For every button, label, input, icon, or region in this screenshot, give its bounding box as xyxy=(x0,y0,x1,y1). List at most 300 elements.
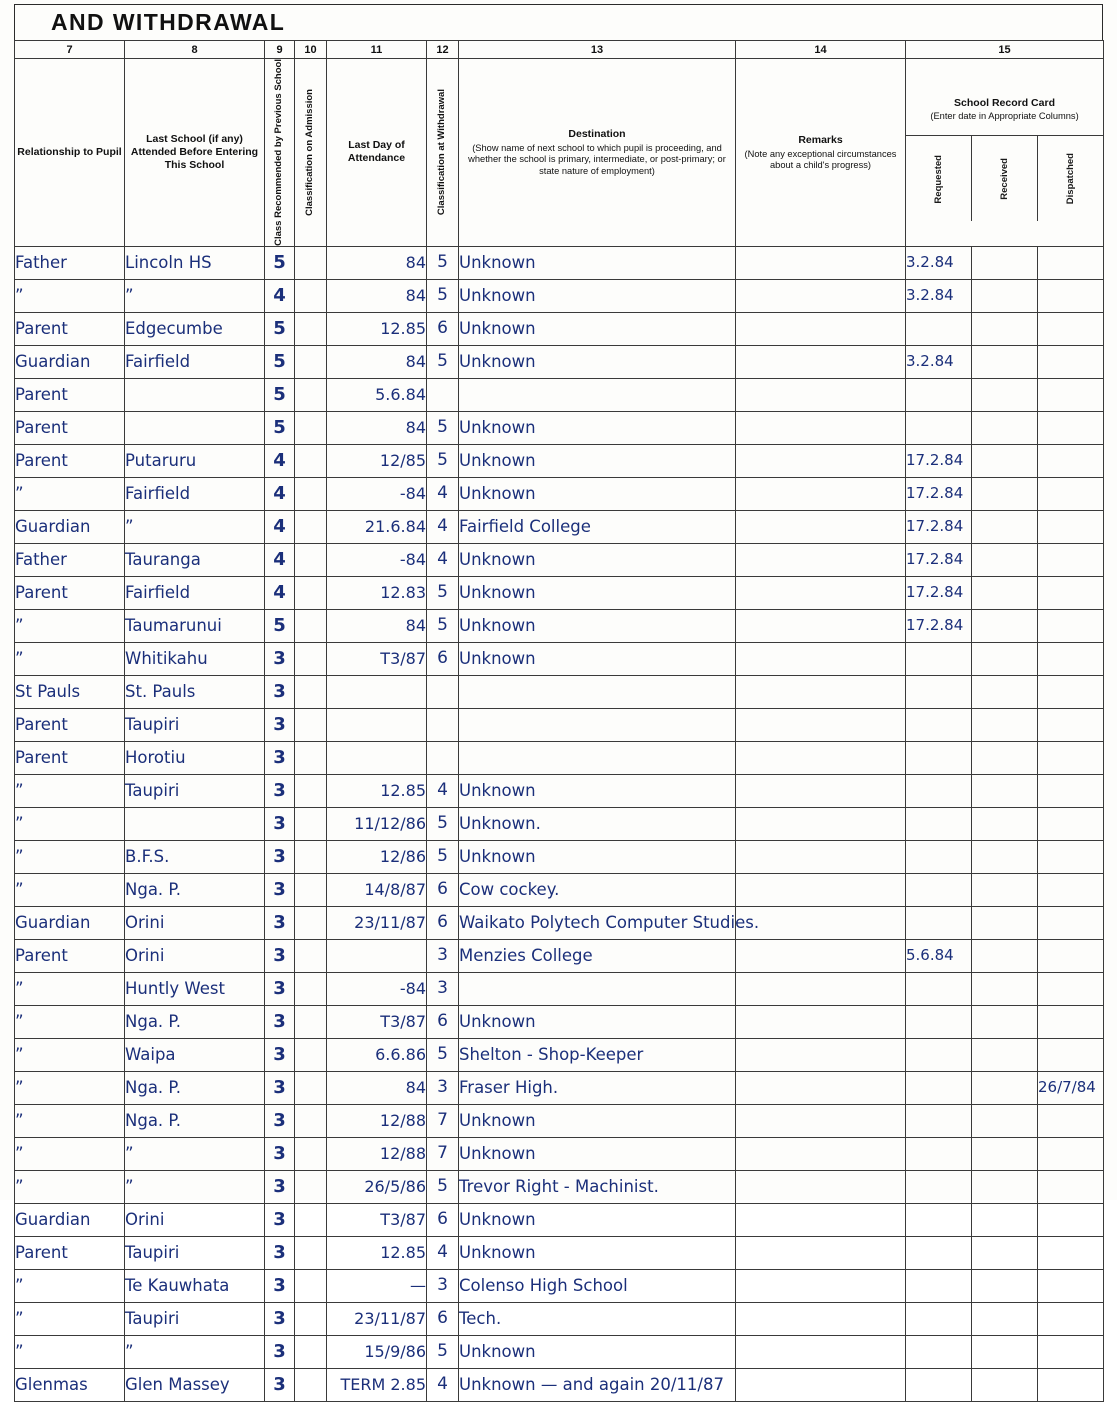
cell-last-day-attendance-value: 12.85 xyxy=(380,1242,426,1262)
table-row xyxy=(15,675,1104,708)
cell-destination-value: Unknown xyxy=(459,417,536,437)
cell-last-school-value: Waipa xyxy=(125,1044,176,1064)
cell-classification-withdrawal-value: 4 xyxy=(437,1242,448,1263)
cell-remarks xyxy=(736,774,906,807)
cell-card-requested xyxy=(906,246,972,279)
cell-relationship xyxy=(15,477,125,510)
cell-destination-value: Unknown xyxy=(459,450,536,470)
cell-last-day-attendance-value: 84 xyxy=(405,1077,426,1097)
cell-last-day-attendance-value: 14/8/87 xyxy=(364,879,426,899)
cell-destination xyxy=(459,378,736,411)
cell-card-dispatched xyxy=(1038,1368,1104,1401)
cell-destination-value: Fraser High. xyxy=(459,1077,559,1097)
cell-relationship-value: ” xyxy=(15,813,24,833)
cell-remarks xyxy=(736,1137,906,1170)
table-row xyxy=(15,444,1104,477)
cell-classification-withdrawal xyxy=(427,708,459,741)
cell-remarks xyxy=(736,1335,906,1368)
cell-relationship xyxy=(15,543,125,576)
cell-last-day-attendance xyxy=(327,939,427,972)
cell-class-recommended-value: 3 xyxy=(273,1109,286,1131)
cell-card-received xyxy=(972,477,1038,510)
cell-class-recommended xyxy=(265,642,295,675)
cell-class-recommended-value: 3 xyxy=(273,944,286,966)
cell-relationship-value: ” xyxy=(15,780,24,800)
cell-class-recommended xyxy=(265,345,295,378)
cell-classification-withdrawal-value: 3 xyxy=(437,978,448,999)
cell-relationship-value: Guardian xyxy=(15,912,91,932)
cell-relationship-value: ” xyxy=(15,879,24,899)
cell-last-school-value: Fairfield xyxy=(125,582,191,602)
cell-last-school-value: ” xyxy=(125,285,134,305)
cell-classification-admission xyxy=(295,1368,327,1401)
cell-destination xyxy=(459,576,736,609)
table-row xyxy=(15,642,1104,675)
cell-destination-value: Menzies College xyxy=(459,945,593,965)
cell-classification-withdrawal xyxy=(427,1203,459,1236)
cell-class-recommended-value: 3 xyxy=(273,1010,286,1032)
table-row xyxy=(15,873,1104,906)
cell-relationship xyxy=(15,1269,125,1302)
cell-classification-admission xyxy=(295,840,327,873)
cell-last-day-attendance-value: 12.83 xyxy=(380,582,426,602)
colnum-15: 15 xyxy=(906,41,1104,59)
cell-remarks xyxy=(736,675,906,708)
cell-classification-admission xyxy=(295,1335,327,1368)
cell-class-recommended xyxy=(265,444,295,477)
cell-card-received xyxy=(972,1368,1038,1401)
table-row xyxy=(15,510,1104,543)
cell-relationship xyxy=(15,1236,125,1269)
cell-last-day-attendance-value: 84 xyxy=(405,615,426,635)
cell-destination xyxy=(459,972,736,1005)
cell-destination xyxy=(459,906,760,939)
cell-last-school-value: Putaruru xyxy=(125,450,197,470)
cell-last-school-value: Nga. P. xyxy=(125,879,182,899)
cell-last-school xyxy=(125,279,265,312)
cell-relationship-value: Parent xyxy=(15,1242,68,1262)
cell-card-received xyxy=(972,345,1038,378)
table-row xyxy=(15,939,1104,972)
cell-relationship-value: ” xyxy=(15,1110,24,1130)
cell-last-school-value: Lincoln HS xyxy=(125,252,212,272)
cell-class-recommended-value: 4 xyxy=(273,581,286,603)
cell-destination-value: Trevor Right - Machinist. xyxy=(459,1176,659,1196)
cell-relationship xyxy=(15,1038,125,1071)
cell-card-dispatched xyxy=(1038,741,1104,774)
cell-classification-withdrawal xyxy=(427,246,459,279)
cell-remarks xyxy=(736,741,906,774)
cell-relationship-value: Guardian xyxy=(15,351,91,371)
cell-classification-admission xyxy=(295,1269,327,1302)
cell-last-school xyxy=(125,246,265,279)
cell-relationship xyxy=(15,675,125,708)
table-row xyxy=(15,1005,1104,1038)
cell-classification-withdrawal-value: 5 xyxy=(437,417,448,438)
cell-classification-admission xyxy=(295,939,327,972)
cell-relationship-value: ” xyxy=(15,285,24,305)
header-relationship: Relationship to Pupil xyxy=(15,59,125,247)
cell-last-school xyxy=(125,873,265,906)
cell-classification-withdrawal xyxy=(427,741,459,774)
cell-destination xyxy=(459,1071,736,1104)
header-destination-title: Destination xyxy=(568,128,626,141)
cell-last-school-value: Nga. P. xyxy=(125,1110,182,1130)
cell-class-recommended-value: 3 xyxy=(273,1274,286,1296)
cell-last-day-attendance xyxy=(327,279,427,312)
cell-relationship xyxy=(15,378,125,411)
cell-classification-withdrawal-value: 4 xyxy=(437,516,448,537)
table-row xyxy=(15,378,1104,411)
cell-class-recommended xyxy=(265,1368,295,1401)
cell-classification-admission xyxy=(295,1137,327,1170)
cell-card-received xyxy=(972,1071,1038,1104)
cell-last-day-attendance xyxy=(327,543,427,576)
table-row xyxy=(15,543,1104,576)
cell-classification-admission xyxy=(295,378,327,411)
cell-card-dispatched xyxy=(1038,345,1104,378)
cell-class-recommended-value: 3 xyxy=(273,1373,286,1395)
cell-classification-admission xyxy=(295,1104,327,1137)
cell-class-recommended-value: 5 xyxy=(273,251,286,273)
cell-class-recommended xyxy=(265,774,295,807)
cell-destination-value: Unknown xyxy=(459,252,536,272)
cell-remarks xyxy=(736,642,906,675)
cell-destination-value: Unknown xyxy=(459,1143,536,1163)
cell-classification-withdrawal xyxy=(427,543,459,576)
cell-card-requested xyxy=(906,510,972,543)
header-school-record-card-title xyxy=(906,83,1103,136)
cell-last-school-value: ” xyxy=(125,1176,134,1196)
cell-last-day-attendance xyxy=(327,1137,427,1170)
cell-card-dispatched xyxy=(1038,1038,1104,1071)
cell-classification-withdrawal-value: 5 xyxy=(437,1044,448,1065)
cell-classification-withdrawal xyxy=(427,1170,459,1203)
cell-card-requested xyxy=(906,477,972,510)
cell-class-recommended xyxy=(265,246,295,279)
cell-classification-withdrawal-value: 7 xyxy=(437,1143,448,1164)
cell-classification-admission xyxy=(295,246,327,279)
cell-class-recommended-value: 5 xyxy=(273,383,286,405)
cell-card-requested xyxy=(906,444,972,477)
cell-class-recommended-value: 3 xyxy=(273,812,286,834)
cell-class-recommended-value: 3 xyxy=(273,911,286,933)
cell-relationship-value: ” xyxy=(15,1143,24,1163)
cell-relationship xyxy=(15,279,125,312)
cell-card-requested-value: 3.2.84 xyxy=(906,352,954,371)
table-row xyxy=(15,1104,1104,1137)
cell-destination-value: Unknown xyxy=(459,582,536,602)
cell-classification-withdrawal xyxy=(427,312,459,345)
cell-class-recommended-value: 4 xyxy=(273,548,286,570)
cell-classification-admission xyxy=(295,708,327,741)
table-row xyxy=(15,840,1104,873)
cell-last-day-attendance xyxy=(327,873,427,906)
cell-card-received xyxy=(972,675,1038,708)
cell-last-day-attendance xyxy=(327,741,427,774)
cell-destination xyxy=(459,1236,736,1269)
cell-card-received xyxy=(972,576,1038,609)
cell-classification-admission xyxy=(295,1038,327,1071)
cell-last-day-attendance xyxy=(327,1335,427,1368)
cell-card-received xyxy=(972,741,1038,774)
cell-class-recommended xyxy=(265,708,295,741)
cell-last-school xyxy=(125,807,265,840)
table-row xyxy=(15,477,1104,510)
cell-class-recommended-value: 3 xyxy=(273,779,286,801)
cell-card-dispatched xyxy=(1038,378,1104,411)
cell-relationship-value: Father xyxy=(15,549,67,569)
header-destination-sub: (Show name of next school to which pupil is proceeding, and whether the school is primary, intermediate, or post-primary; or state nature of employment) xyxy=(468,143,726,176)
cell-remarks xyxy=(736,1368,906,1401)
cell-destination xyxy=(459,840,736,873)
cell-card-requested xyxy=(906,1335,972,1368)
header-last-day-attendance: Last Day of Attendance xyxy=(327,59,427,247)
cell-destination xyxy=(459,1269,736,1302)
cell-last-day-attendance-value: 26/5/86 xyxy=(364,1176,426,1196)
cell-card-requested-value: 17.2.84 xyxy=(906,616,964,635)
cell-classification-withdrawal xyxy=(427,609,459,642)
cell-last-day-attendance xyxy=(327,1071,427,1104)
cell-class-recommended-value: 3 xyxy=(273,1076,286,1098)
cell-relationship xyxy=(15,1368,125,1401)
cell-last-school-value: Fairfield xyxy=(125,351,191,371)
cell-card-requested xyxy=(906,774,972,807)
table-row xyxy=(15,1203,1104,1236)
cell-destination xyxy=(459,939,736,972)
cell-last-day-attendance-value: 21.6.84 xyxy=(364,516,426,536)
cell-relationship-value: ” xyxy=(15,1176,24,1196)
page-title-text: AND WITHDRAWAL xyxy=(51,9,286,35)
cell-destination xyxy=(459,246,736,279)
cell-destination xyxy=(459,741,736,774)
cell-card-requested xyxy=(906,708,972,741)
cell-last-school-value: Orini xyxy=(125,1209,165,1229)
cell-relationship-value: Parent xyxy=(15,417,68,437)
cell-class-recommended xyxy=(265,477,295,510)
cell-card-requested xyxy=(906,1005,972,1038)
cell-card-dispatched xyxy=(1038,939,1104,972)
cell-relationship xyxy=(15,807,125,840)
cell-classification-withdrawal-value: 5 xyxy=(437,1176,448,1197)
cell-card-requested-value: 17.2.84 xyxy=(906,451,964,470)
cell-last-school xyxy=(125,543,265,576)
table-row xyxy=(15,576,1104,609)
table-row xyxy=(15,1038,1104,1071)
cell-class-recommended xyxy=(265,939,295,972)
cell-card-dispatched xyxy=(1038,972,1104,1005)
cell-relationship xyxy=(15,741,125,774)
cell-card-received xyxy=(972,411,1038,444)
table-row xyxy=(15,345,1104,378)
cell-classification-withdrawal xyxy=(427,345,459,378)
cell-last-day-attendance-value: 15/9/86 xyxy=(364,1341,426,1361)
header-last-school: Last School (if any) Attended Before Entering This School xyxy=(125,59,265,247)
cell-class-recommended-value: 3 xyxy=(273,1307,286,1329)
cell-relationship-value: ” xyxy=(15,1011,24,1031)
cell-destination xyxy=(459,1005,736,1038)
cell-relationship-value: Parent xyxy=(15,384,68,404)
cell-classification-admission xyxy=(295,675,327,708)
cell-card-received xyxy=(972,1137,1038,1170)
cell-relationship-value: Parent xyxy=(15,582,68,602)
cell-card-received xyxy=(972,939,1038,972)
cell-relationship xyxy=(15,939,125,972)
cell-relationship xyxy=(15,642,125,675)
cell-card-received xyxy=(972,873,1038,906)
cell-classification-withdrawal-value: 5 xyxy=(437,285,448,306)
cell-card-dispatched xyxy=(1038,1071,1104,1104)
cell-card-requested xyxy=(906,279,972,312)
table-row xyxy=(15,312,1104,345)
cell-last-school xyxy=(125,1335,265,1368)
cell-last-school xyxy=(125,576,265,609)
cell-card-requested-value: 17.2.84 xyxy=(906,484,964,503)
cell-last-school-value: St. Pauls xyxy=(125,681,196,701)
cell-card-dispatched xyxy=(1038,510,1104,543)
table-row xyxy=(15,1269,1104,1302)
cell-last-day-attendance xyxy=(327,1236,427,1269)
cell-relationship-value: ” xyxy=(15,1275,24,1295)
cell-last-school xyxy=(125,1137,265,1170)
cell-relationship xyxy=(15,840,125,873)
cell-classification-withdrawal-value: 5 xyxy=(437,813,448,834)
cell-last-day-attendance xyxy=(327,675,427,708)
cell-class-recommended-value: 4 xyxy=(273,515,286,537)
cell-last-school xyxy=(125,1302,265,1335)
cell-relationship xyxy=(15,972,125,1005)
cell-last-day-attendance xyxy=(327,444,427,477)
header-card-title-text: School Record Card xyxy=(954,96,1055,109)
cell-relationship-value: ” xyxy=(15,846,24,866)
header-row xyxy=(15,59,1104,247)
cell-last-school-value: Taumarunui xyxy=(125,615,222,635)
cell-card-dispatched xyxy=(1038,708,1104,741)
cell-classification-withdrawal xyxy=(427,939,459,972)
cell-destination xyxy=(459,642,736,675)
cell-card-requested-value: 3.2.84 xyxy=(906,286,954,305)
header-card-received-label: Received xyxy=(999,158,1011,200)
header-class-recommended xyxy=(265,59,295,247)
cell-card-received xyxy=(972,807,1038,840)
cell-relationship xyxy=(15,873,125,906)
cell-class-recommended-value: 3 xyxy=(273,713,286,735)
cell-remarks xyxy=(736,477,906,510)
cell-card-requested xyxy=(906,972,972,1005)
cell-classification-admission xyxy=(295,642,327,675)
cell-class-recommended xyxy=(265,1335,295,1368)
cell-card-received xyxy=(972,510,1038,543)
table-row xyxy=(15,774,1104,807)
table-row xyxy=(15,1302,1104,1335)
cell-card-dispatched xyxy=(1038,1104,1104,1137)
cell-last-day-attendance-value: 12.85 xyxy=(380,318,426,338)
cell-card-dispatched xyxy=(1038,1203,1104,1236)
cell-card-dispatched xyxy=(1038,675,1104,708)
cell-destination-value: Tech. xyxy=(459,1308,502,1328)
cell-last-school-value: Tauranga xyxy=(125,549,201,569)
cell-relationship xyxy=(15,510,125,543)
cell-card-received xyxy=(972,246,1038,279)
cell-relationship-value: Parent xyxy=(15,318,68,338)
cell-remarks xyxy=(736,279,906,312)
cell-relationship xyxy=(15,1137,125,1170)
cell-remarks xyxy=(736,246,906,279)
cell-relationship xyxy=(15,1170,125,1203)
cell-class-recommended xyxy=(265,510,295,543)
cell-destination xyxy=(459,807,736,840)
cell-classification-withdrawal xyxy=(427,906,459,939)
cell-classification-withdrawal xyxy=(427,477,459,510)
table-row xyxy=(15,906,1104,939)
cell-destination xyxy=(459,345,736,378)
cell-last-school-value: Edgecumbe xyxy=(125,318,223,338)
cell-destination xyxy=(459,774,736,807)
cell-card-requested xyxy=(906,1236,972,1269)
cell-remarks xyxy=(736,1203,906,1236)
cell-classification-admission xyxy=(295,411,327,444)
cell-classification-admission xyxy=(295,543,327,576)
cell-card-dispatched xyxy=(1038,246,1104,279)
cell-destination-value: Unknown xyxy=(459,780,536,800)
cell-last-day-attendance xyxy=(327,807,427,840)
header-card-sub-text: (Enter date in Appropriate Columns) xyxy=(930,111,1079,122)
cell-last-school-value: B.F.S. xyxy=(125,846,170,866)
cell-last-day-attendance-value: 12/88 xyxy=(379,1143,426,1163)
cell-last-school-value: Taupiri xyxy=(125,1242,180,1262)
cell-last-school-value: Huntly West xyxy=(125,978,225,998)
cell-last-day-attendance-value: -84 xyxy=(399,483,426,503)
cell-class-recommended-value: 3 xyxy=(273,845,286,867)
cell-card-requested xyxy=(906,1368,972,1401)
table-row xyxy=(15,609,1104,642)
cell-last-day-attendance-value: 11/12/86 xyxy=(354,813,426,833)
cell-relationship-value: Guardian xyxy=(15,516,91,536)
colnum-12: 12 xyxy=(427,41,459,59)
cell-card-received xyxy=(972,972,1038,1005)
table-row xyxy=(15,741,1104,774)
cell-card-requested-value: 17.2.84 xyxy=(906,583,964,602)
header-card-requested xyxy=(906,136,972,221)
cell-class-recommended xyxy=(265,1071,295,1104)
cell-card-requested xyxy=(906,1071,972,1104)
cell-last-day-attendance xyxy=(327,477,427,510)
cell-classification-admission xyxy=(295,444,327,477)
cell-last-school xyxy=(125,411,265,444)
cell-card-requested xyxy=(906,1038,972,1071)
cell-last-day-attendance xyxy=(327,576,427,609)
cell-classification-withdrawal xyxy=(427,807,459,840)
cell-classification-withdrawal-value: 4 xyxy=(437,1374,448,1395)
header-remarks xyxy=(736,59,906,247)
cell-class-recommended xyxy=(265,807,295,840)
cell-card-dispatched xyxy=(1038,1137,1104,1170)
cell-classification-withdrawal-value: 5 xyxy=(437,582,448,603)
cell-classification-admission xyxy=(295,477,327,510)
cell-relationship xyxy=(15,1335,125,1368)
cell-last-school-value: Nga. P. xyxy=(125,1077,182,1097)
cell-last-day-attendance xyxy=(327,972,427,1005)
cell-relationship xyxy=(15,246,125,279)
cell-classification-withdrawal xyxy=(427,675,459,708)
cell-card-received xyxy=(972,906,1038,939)
cell-classification-withdrawal-value: 5 xyxy=(437,615,448,636)
cell-last-day-attendance-value: 84 xyxy=(405,351,426,371)
cell-destination xyxy=(459,1302,736,1335)
cell-card-requested xyxy=(906,345,972,378)
cell-card-received xyxy=(972,708,1038,741)
cell-card-requested-value: 17.2.84 xyxy=(906,550,964,569)
